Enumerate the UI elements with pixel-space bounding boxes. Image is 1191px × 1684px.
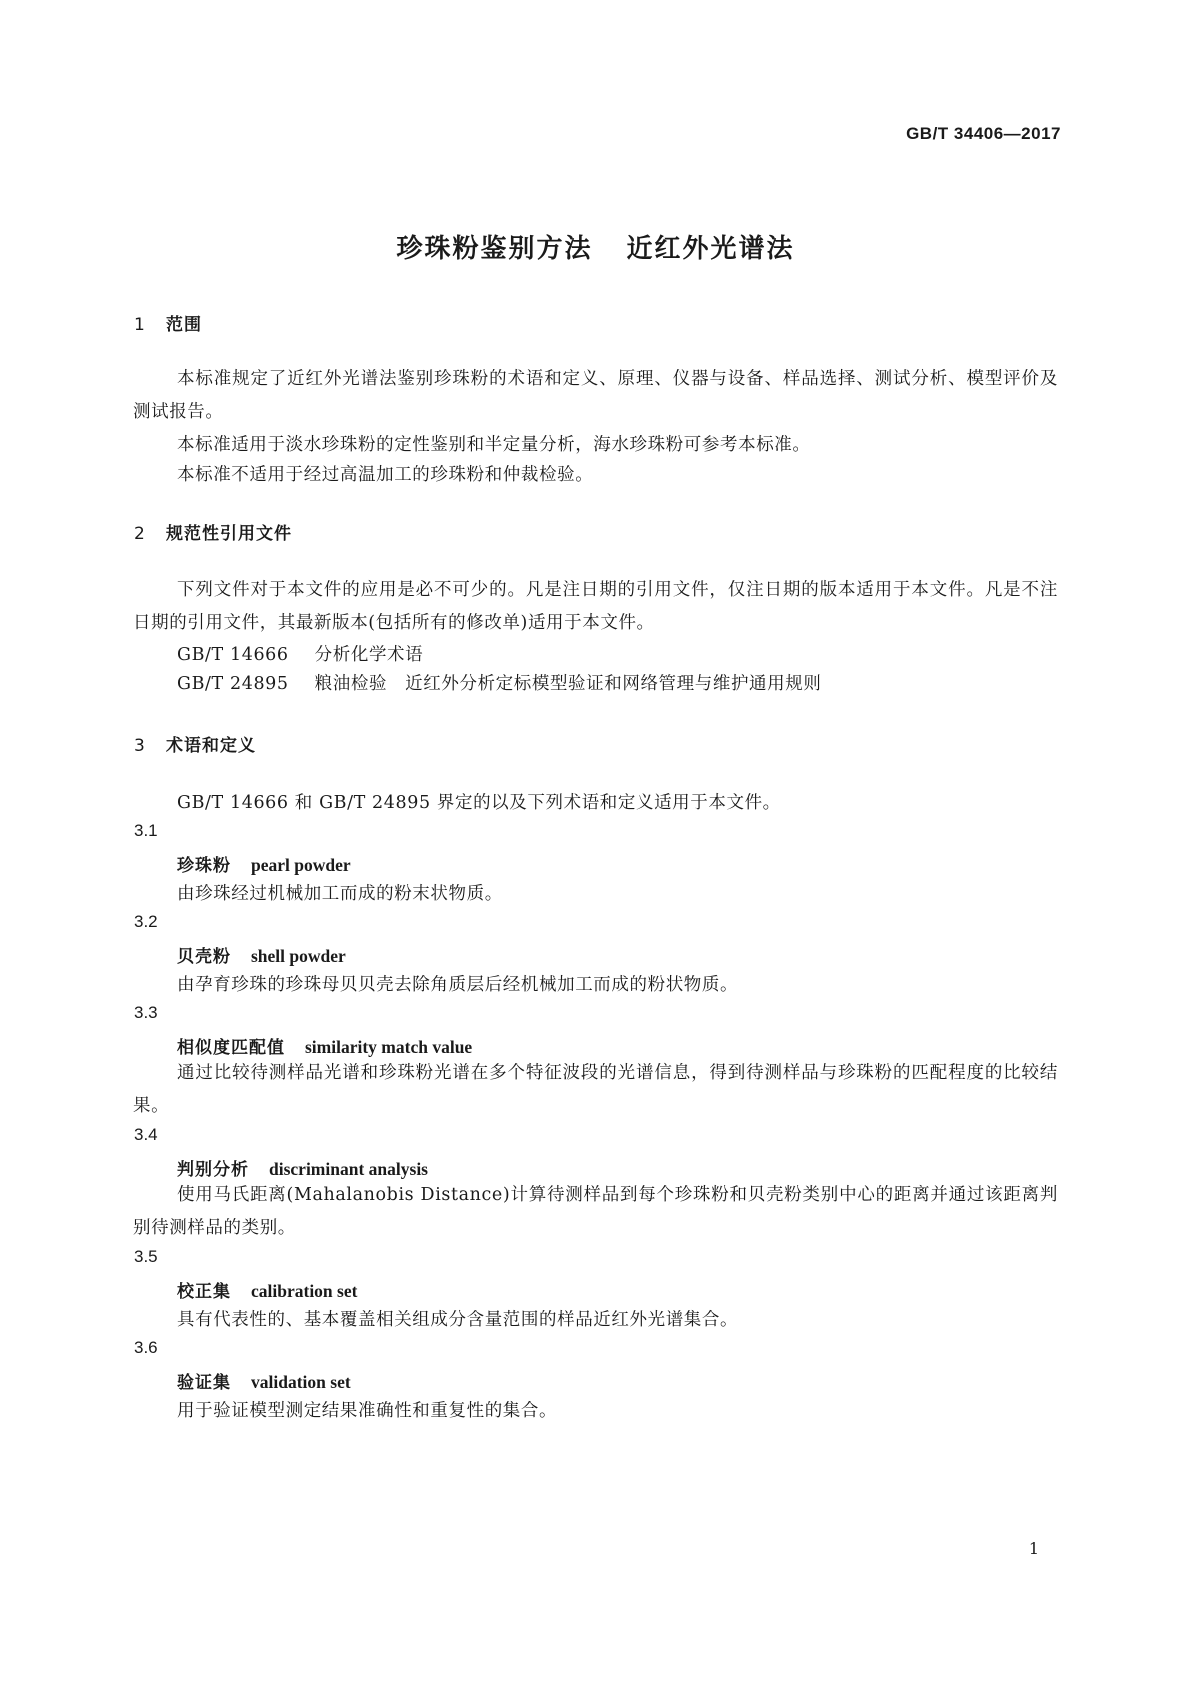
term-zh: 贝壳粉 — [177, 947, 231, 967]
reference-item — [177, 641, 423, 666]
document-title — [0, 228, 1191, 265]
term-heading — [177, 851, 351, 876]
term-zh: 校正集 — [177, 1282, 231, 1302]
term-number: 3.3 — [134, 1003, 158, 1022]
term-definition: 使用马氏距离(Mahalanobis Distance)计算待测样品到每个珍珠粉和贝壳粉类别中心的距离并通过该距离判别待测样品的类别。 — [133, 1185, 1058, 1238]
standard-code: GB/T 34406—2017 — [906, 124, 1061, 143]
section-title: 术语和定义 — [166, 736, 256, 756]
reference-name: 粮油检验 近红外分析定标模型验证和网络管理与维护通用规则 — [314, 674, 822, 694]
section-1-heading — [134, 310, 202, 335]
page-number: 1 — [1028, 1539, 1039, 1558]
term-zh: 判别分析 — [177, 1160, 249, 1180]
term-definition: 由珍珠经过机械加工而成的粉末状物质。 — [177, 884, 503, 904]
reference-code: GB/T 24895 — [177, 674, 289, 694]
term-number: 3.6 — [134, 1338, 158, 1357]
term-definition: 用于验证模型测定结果准确性和重复性的集合。 — [177, 1401, 558, 1421]
term-en: discriminant analysis — [269, 1159, 428, 1179]
term-number: 3.2 — [134, 912, 158, 931]
term-heading — [177, 1155, 428, 1180]
term-definition: 由孕育珍珠的珍珠母贝贝壳去除角质层后经机械加工而成的粉状物质。 — [177, 975, 739, 995]
normative-paragraph-1: 下列文件对于本文件的应用是必不可少的。凡是注日期的引用文件，仅注日期的版本适用于本文件。凡是不注日期的引用文件，其最新版本(包括所有的修改单)适用于本文件。 — [133, 580, 1058, 633]
terms-intro: GB/T 14666 和 GB/T 24895 界定的以及下列术语和定义适用于本文件。 — [177, 793, 781, 813]
section-number: 3 — [134, 736, 146, 756]
reference-name: 分析化学术语 — [314, 645, 424, 665]
term-en: shell powder — [251, 946, 346, 966]
reference-code: GB/T 14666 — [177, 645, 289, 665]
term-heading — [177, 942, 346, 967]
scope-paragraph-1: 本标准规定了近红外光谱法鉴别珍珠粉的术语和定义、原理、仪器与设备、样品选择、测试分析、模型评价及测试报告。 — [133, 369, 1058, 422]
term-en: similarity match value — [305, 1037, 473, 1057]
term-number: 3.1 — [134, 821, 158, 840]
section-number: 1 — [134, 315, 146, 335]
title-part1: 珍珠粉鉴别方法 — [396, 234, 593, 264]
term-definition: 具有代表性的、基本覆盖相关组成分含量范围的样品近红外光谱集合。 — [177, 1310, 739, 1330]
term-heading — [177, 1033, 472, 1058]
section-3-heading — [134, 731, 256, 756]
term-number: 3.4 — [134, 1125, 158, 1144]
section-title: 规范性引用文件 — [166, 524, 292, 544]
section-title: 范围 — [166, 315, 202, 335]
term-zh: 相似度匹配值 — [177, 1038, 285, 1058]
scope-paragraph-3: 本标准不适用于经过高温加工的珍珠粉和仲裁检验。 — [177, 465, 594, 485]
term-number: 3.5 — [134, 1247, 158, 1266]
term-en: validation set — [251, 1372, 351, 1392]
section-2-heading — [134, 519, 292, 544]
term-heading — [177, 1368, 351, 1393]
term-zh: 珍珠粉 — [177, 856, 231, 876]
scope-paragraph-2: 本标准适用于淡水珍珠粉的定性鉴别和半定量分析，海水珍珠粉可参考本标准。 — [177, 435, 811, 455]
term-en: pearl powder — [251, 855, 351, 875]
term-definition: 通过比较待测样品光谱和珍珠粉光谱在多个特征波段的光谱信息，得到待测样品与珍珠粉的匹配程度的比较结果。 — [133, 1063, 1058, 1116]
term-en: calibration set — [251, 1281, 358, 1301]
title-part2: 近红外光谱法 — [626, 234, 795, 264]
term-heading — [177, 1277, 357, 1302]
reference-item — [177, 670, 821, 695]
term-zh: 验证集 — [177, 1373, 231, 1393]
section-number: 2 — [134, 524, 146, 544]
